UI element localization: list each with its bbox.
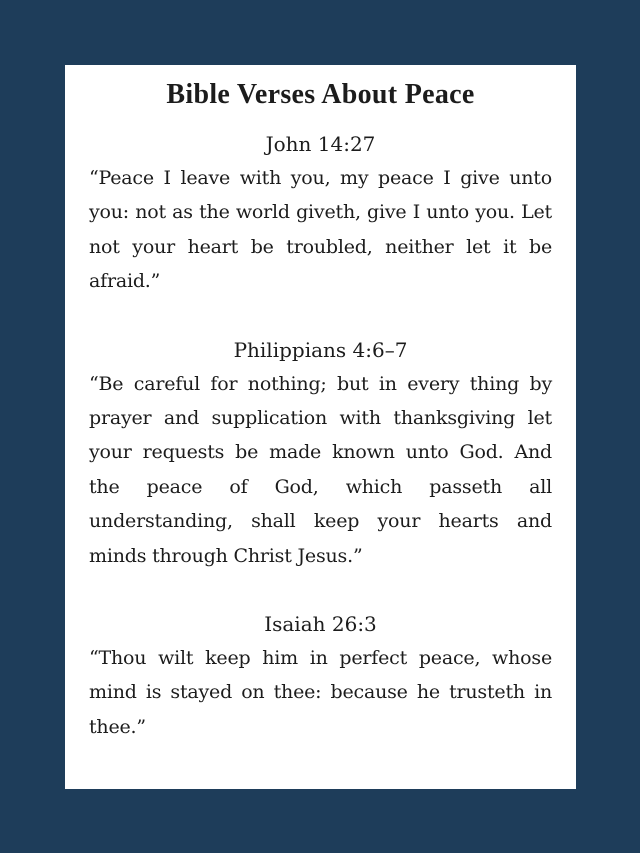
verse-reference: John 14:27: [265, 132, 376, 156]
verse-reference: Isaiah 26:3: [264, 612, 377, 637]
verse-card: [65, 65, 576, 789]
verse-john: [89, 127, 552, 299]
verse-reference: Philippians 4:6–7: [233, 337, 408, 362]
verse-text: “Be careful for nothing; but in every thing by prayer and supplication with thanksgiving let your requests be made known unto God. And the peace of God, which passeth all understanding, shall keep your hearts and minds through Christ Jesus.”: [89, 372, 552, 567]
verse-text: “Thou wilt keep him in perfect peace, whose mind is stayed on thee: because he trusteth in thee.”: [89, 647, 552, 738]
verse-isaiah: [89, 607, 552, 744]
page-title: Bible Verses About Peace: [166, 79, 475, 110]
verse-philippians: [89, 333, 552, 573]
verse-text: “Peace I leave with you, my peace I give unto you: not as the world giveth, give I unto you. Let not your heart be troubled, neither let it be afraid.”: [89, 167, 552, 293]
